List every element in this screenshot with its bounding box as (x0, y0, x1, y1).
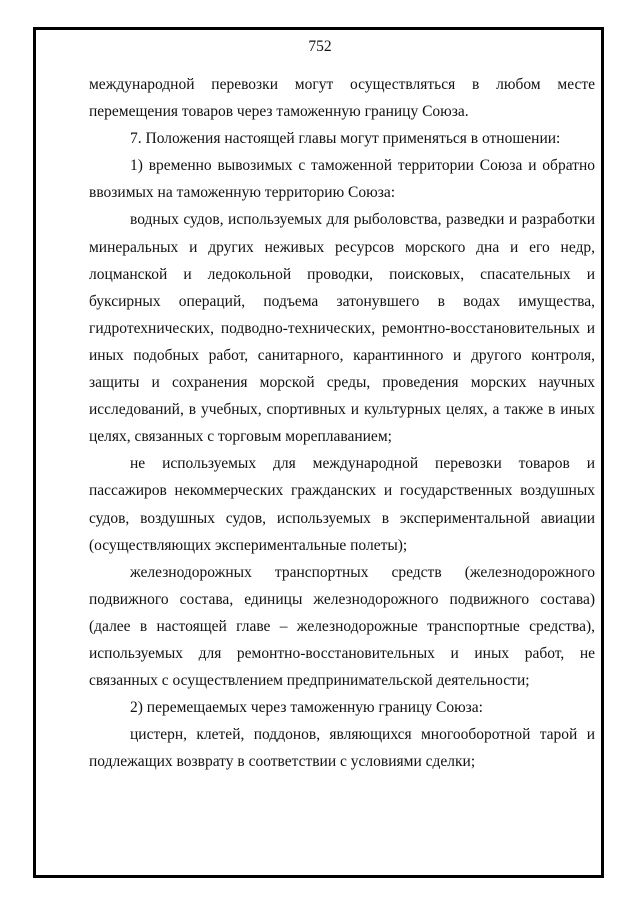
page-number: 752 (308, 38, 332, 55)
paragraph-2: 7. Положения настоящей главы могут применяться в отношении: (130, 130, 561, 148)
paragraph-5: не используемых для международной перевозки товаров и пассажиров некоммерческих гражданских и государственных воздушных судов, воздушных судов, используемых в экспериментальной авиации (осуществляющих экспериментальные полеты); (89, 455, 595, 554)
paragraph-6: железнодорожных транспортных средств (железнодорожного подвижного состава, единицы железнодорожного подвижного состава) (далее в настоящей главе – железнодорожные транспортные средства), используемых для ремонтно-восстановительных и иных работ, не связанных с осуществлением предпринимательской деятельности; (89, 563, 595, 690)
paragraph-3: 1) временно вывозимых с таможенной территории Союза и обратно ввозимых на таможенную территорию Союза: (89, 157, 595, 202)
document-body (89, 71, 595, 775)
paragraph-4: водных судов, используемых для рыболовства, разведки и разработки минеральных и других неживых ресурсов морского дна и его недр, лоцманской и ледокольной проводки, поисковых, спасательных и буксирных операций, подъема затонувшего в водах имущества, гидротехнических, подводно-технических, ремонтно-восстановительных и иных подобных работ, санитарного, карантинного и другого контроля, защиты и сохранения морской среды, проведения морских научных исследований, в учебных, спортивных и культурных целях, а также в иных целях, связанных с торговым мореплаванием; (89, 211, 595, 446)
paragraph-7: 2) перемещаемых через таможенную границу Союза: (130, 699, 483, 717)
paragraph-8: цистерн, клетей, поддонов, являющихся многооборотной тарой и подлежащих возврату в соответствии с условиями сделки; (89, 726, 595, 771)
paragraph-1: международной перевозки могут осуществляться в любом месте перемещения товаров через таможенную границу Союза. (89, 76, 595, 121)
